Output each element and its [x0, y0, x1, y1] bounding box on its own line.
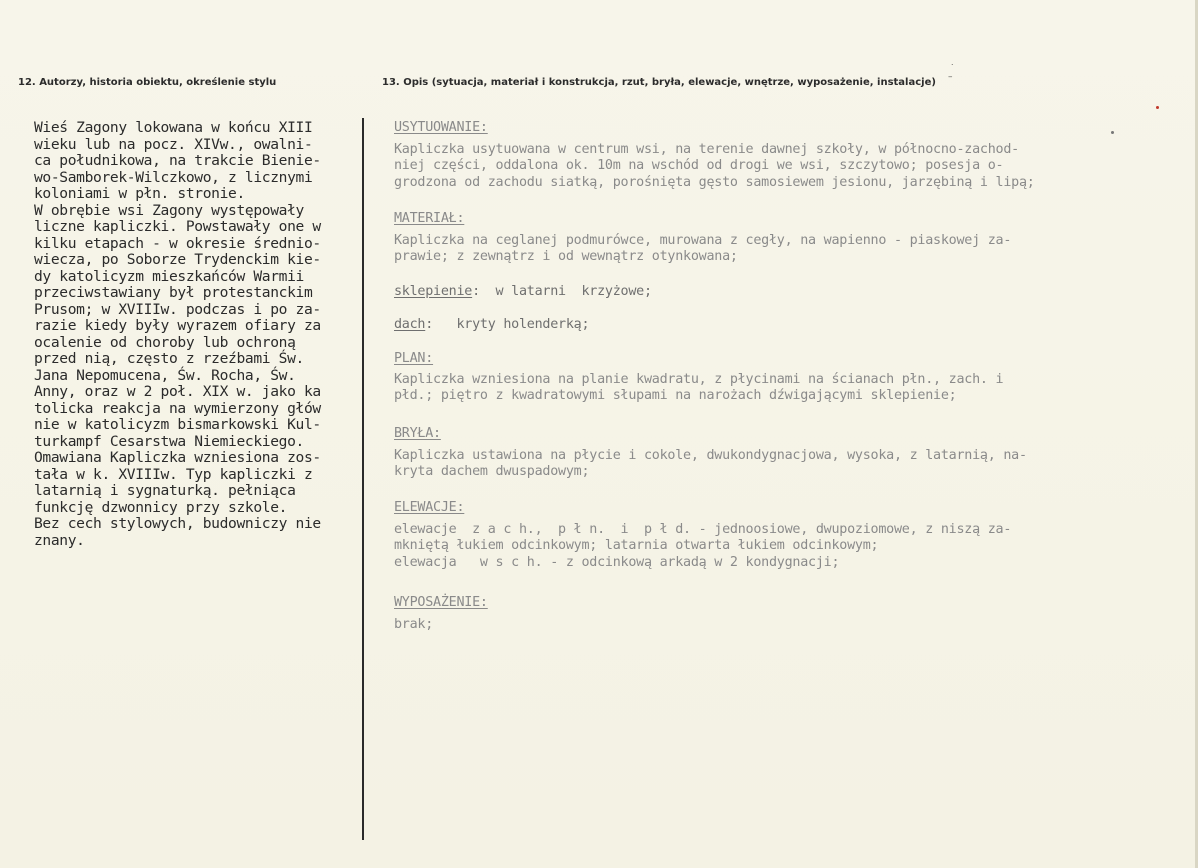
section-heading: BRYŁA: — [394, 426, 441, 441]
corner-dash: – — [948, 72, 953, 82]
section-body: Kapliczka ustawiona na płycie i cokole, dwukondygnacjowa, wysoka, z latarnią, na- kryta dachem dwuspadowym; — [394, 447, 1027, 479]
section-usytuowanie — [394, 120, 1035, 191]
section-body: elewacje z a c h., p ł n. i p ł d. - jednoosiowe, dwupoziomowe, z niszą za- mkniętą łukiem odcinkowym; latarnia otwarta łukiem odcinkowym; elewacja w s c h. - z odcinkową arkadą w 2 kondygnacji; — [394, 521, 1012, 570]
section-bryla — [394, 426, 1027, 481]
section-wyposazenie — [394, 595, 488, 633]
section-heading: dach — [394, 317, 426, 332]
section-body: Kapliczka wzniesiona na planie kwadratu, z płycinami na ścianach płn., zach. i płd.; piętro z kwadratowymi słupami na narożach dźwigającymi sklepienie; — [394, 371, 1004, 403]
section-material — [394, 211, 1011, 266]
ink-dot — [1111, 131, 1114, 134]
section-body: Kapliczka na ceglanej podmurówce, murowana z cegły, na wapienno - piaskowej za- prawie; z zewnątrz i od wewnątrz otynkowana; — [394, 232, 1012, 264]
section-heading: MATERIAŁ: — [394, 211, 465, 226]
right-column-header: 13. Opis (sytuacja, materiał i konstrukcja, rzut, bryła, elewacje, wnętrze, wyposażenie, instalacje) — [382, 77, 936, 88]
corner-mark: ˙ — [950, 64, 955, 74]
history-text: Wieś Zagony lokowana w końcu XIII wieku lub na pocz. XIVw., owalni- ca południkowa, na trakcie Bienie- wo-Samborek-Wilczkowo, z licznymi koloniami w płn. stronie. W obrębie wsi Zagony występowały liczne kapliczki. Powstawały one w kilku etapach - w okresie średnio- wiecza, po Soborze Trydenckim kie- dy katolicyzm mieszkańców Warmii przeciwstawiany był protestanckim Prusom; w XVIIIw. podczas i po za- razie kiedy były wyrazem ofiary za ocalenie od choroby lub ochroną przed nią, często z rzeźbami Św. Jana Nepomucena, Św. Rocha, Św. Anny, oraz w 2 poł. XIX w. jako ka tolicka reakcja na wymierzony głów nie w katolicyzm bismarkowski Kul- turkampf Cesarstwa Niemieckiego. Omawiana Kapliczka wzniesiona zos- tała w k. XVIIIw. Typ kapliczki z latarnią i sygnaturką. pełniąca funkcję dzwonnicy przy szkole. Bez cech stylowych, budowniczy nie znany. — [34, 119, 321, 549]
section-heading: USYTUOWANIE: — [394, 120, 488, 135]
section-sklepienie — [394, 284, 652, 301]
section-heading: WYPOSAŻENIE: — [394, 595, 488, 610]
section-plan — [394, 351, 1003, 405]
section-heading: ELEWACJE: — [394, 500, 465, 515]
section-body: brak; — [394, 616, 434, 632]
ink-spot — [1156, 106, 1159, 109]
section-body: Kapliczka usytuowana w centrum wsi, na terenie dawnej szkoły, w północno-zachod- niej części, oddalona ok. 10m na wschód od drogi we wsi, szczytowo; posesja o- grodzona od zachodu siatką, porośnięta gęsto samosiewem jesionu, jarzębiną i lipą; — [394, 141, 1035, 190]
section-body: : kryty holenderką; — [425, 317, 590, 332]
section-heading: sklepienie — [394, 284, 473, 299]
section-elewacje — [394, 500, 1011, 571]
section-body: : w latarni krzyżowe; — [472, 284, 652, 299]
left-column-header: 12. Autorzy, historia obiektu, określenie stylu — [18, 77, 277, 88]
section-dach — [394, 317, 589, 334]
section-heading: PLAN: — [394, 351, 434, 366]
